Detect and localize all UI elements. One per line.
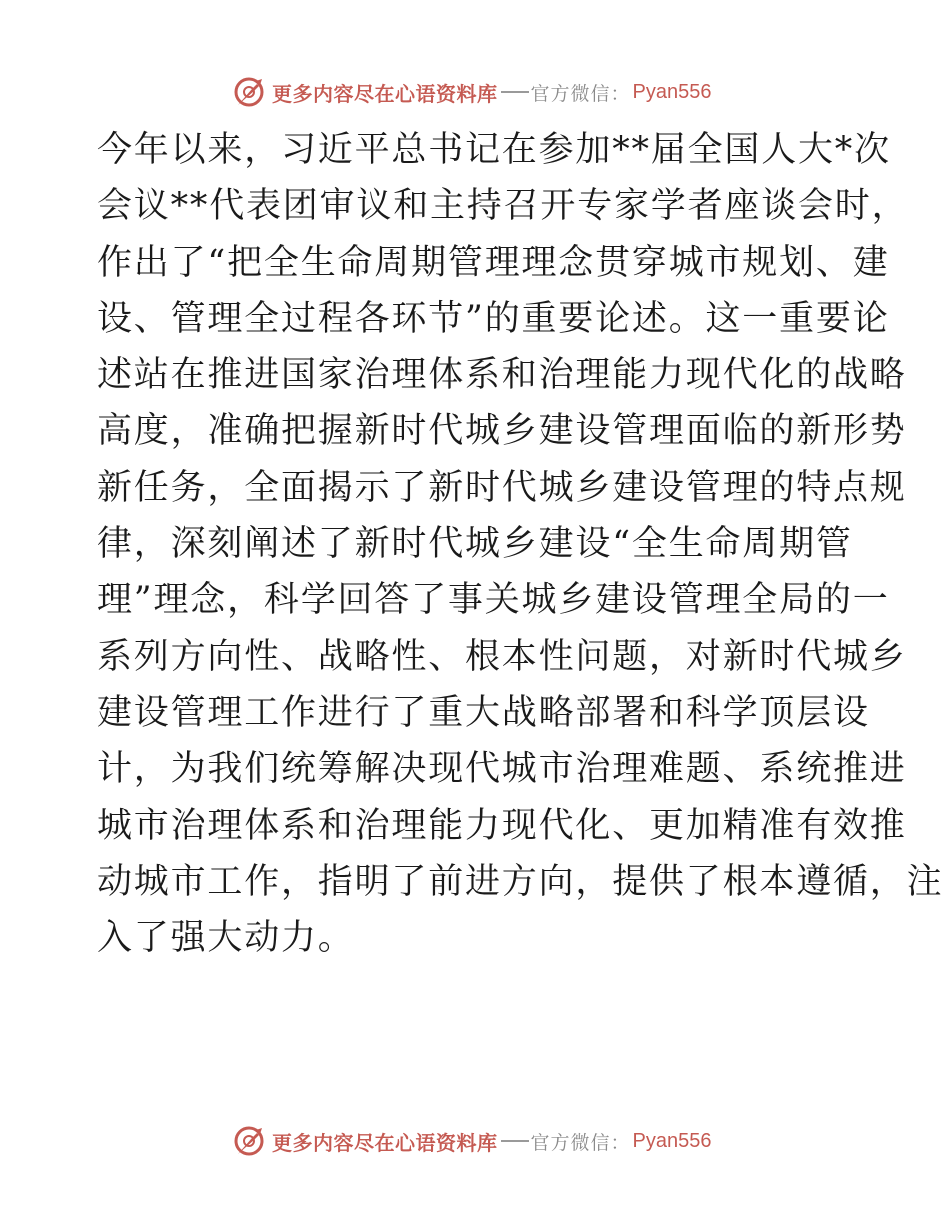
paragraph-line: 律，深刻阐述了新时代城乡建设“全生命周期管 (97, 524, 853, 565)
banner-wechat-id: Pyan556 (632, 1129, 712, 1152)
paragraph-line: 建设管理工作进行了重大战略部署和科学顶层设 (97, 692, 870, 733)
paragraph-line: 计，为我们统筹解决现代城市治理难题、系统推进 (97, 749, 907, 790)
paragraph-line: 动城市工作，指明了前进方向，提供了根本遵循，注 (97, 861, 944, 902)
banner-brand-text: 更多内容尽在心语资料库 (272, 1130, 498, 1155)
banner-official-label: 官方微信： (530, 1131, 631, 1154)
banner-dash-divider (501, 91, 529, 93)
quill-logo-icon (232, 1124, 266, 1158)
paragraph-line: 高度，准确把握新时代城乡建设管理面临的新形势 (97, 411, 907, 452)
banner-brand-text: 更多内容尽在心语资料库 (272, 81, 498, 106)
paragraph-line: 述站在推进国家治理体系和治理能力现代化的战略 (97, 355, 907, 396)
paragraph-line: 入了强大动力。 (97, 918, 355, 959)
article-paragraph (97, 122, 944, 966)
paragraph-line: 设、管理全过程各环节”的重要论述。这一重要论 (97, 298, 890, 339)
banner-dash-divider (501, 1140, 529, 1142)
banner-wechat-id: Pyan556 (632, 80, 712, 103)
paragraph-line: 作出了“把全生命周期管理理念贯穿城市规划、建 (97, 242, 890, 283)
paragraph-line: 今年以来，习近平总书记在参加**届全国人大*次 (97, 130, 891, 170)
paragraph-line: 理”理念，科学回答了事关城乡建设管理全局的一 (97, 580, 890, 621)
header-watermark-banner (232, 72, 752, 112)
banner-official-label: 官方微信： (530, 82, 631, 105)
paragraph-line: 系列方向性、战略性、根本性问题，对新时代城乡 (97, 636, 907, 677)
quill-logo-icon (232, 75, 266, 109)
paragraph-line: 新任务，全面揭示了新时代城乡建设管理的特点规 (97, 467, 907, 508)
paragraph-line: 会议**代表团审议和主持召开专家学者座谈会时， (97, 186, 909, 227)
footer-watermark-banner (232, 1121, 752, 1161)
paragraph-line: 城市治理体系和治理能力现代化、更加精准有效推 (97, 805, 907, 846)
